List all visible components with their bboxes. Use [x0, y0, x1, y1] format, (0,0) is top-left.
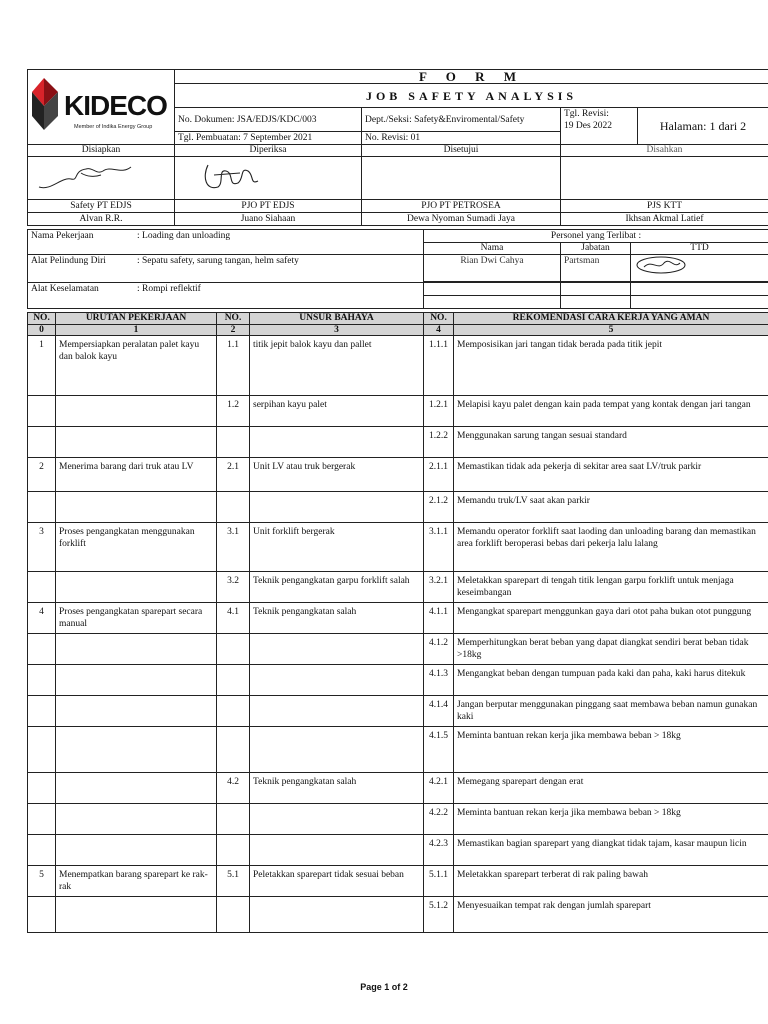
approval-checked-header: Diperiksa — [175, 145, 362, 157]
column-number: 1 — [56, 325, 217, 336]
hazard-description: Peletakkan sparepart tidak sesuai beban — [250, 866, 424, 897]
recommendation-text: Jangan berputar menggunakan pinggang saat membawa beban namun gunakan kaki — [454, 696, 768, 727]
hazard-number: 5.1 — [217, 866, 250, 897]
column-number: 2 — [217, 325, 250, 336]
hazard-number — [217, 696, 250, 727]
recommendation-text: Memastikan tidak ada pekerja di sekitar area saat LV/truk parkir — [454, 458, 768, 492]
personnel-empty-cell — [631, 296, 768, 309]
hazard-description — [250, 897, 424, 933]
job-step — [56, 396, 217, 427]
hazard-description: Teknik pengangkatan salah — [250, 773, 424, 804]
job-step — [56, 773, 217, 804]
step-number — [28, 804, 56, 835]
logo-text: KIDECO — [64, 90, 167, 121]
step-number — [28, 634, 56, 665]
approval-ratified-header: Disahkan — [561, 145, 768, 157]
hazard-description — [250, 634, 424, 665]
hazard-number: 1.2 — [217, 396, 250, 427]
name-approved: Dewa Nyoman Sumadi Jaya — [362, 213, 561, 226]
table-row — [28, 634, 768, 665]
recommendation-number: 5.1.1 — [424, 866, 454, 897]
signature-checked — [175, 157, 362, 200]
step-number — [28, 897, 56, 933]
table-row — [28, 427, 768, 458]
step-number — [28, 572, 56, 603]
column-number: 4 — [424, 325, 454, 336]
job-step — [56, 634, 217, 665]
personnel-name: Rian Dwi Cahya — [424, 255, 561, 282]
step-number — [28, 427, 56, 458]
hazard-number — [217, 835, 250, 866]
jsa-form — [27, 69, 768, 933]
step-number — [28, 696, 56, 727]
hazard-number — [217, 897, 250, 933]
hazard-description: titik jepit balok kayu dan pallet — [250, 336, 424, 396]
role-checked: PJO PT EDJS — [175, 200, 362, 213]
hazard-description — [250, 804, 424, 835]
revision-date-label: Tgl. Revisi: — [564, 109, 609, 119]
table-row — [28, 603, 768, 634]
table-row — [28, 804, 768, 835]
recommendation-number: 5.1.2 — [424, 897, 454, 933]
step-number: 1 — [28, 336, 56, 396]
jsa-table — [27, 312, 768, 933]
job-step — [56, 696, 217, 727]
recommendation-text: Memperhitungkan berat beban yang dapat diangkat sendiri berat beban tidak >18kg — [454, 634, 768, 665]
hazard-description — [250, 835, 424, 866]
job-step — [56, 492, 217, 523]
job-name-value: : Loading dan unloading — [137, 231, 231, 241]
column-number: 5 — [454, 325, 768, 336]
step-number: 2 — [28, 458, 56, 492]
hazard-description — [250, 727, 424, 773]
signature-icon — [178, 157, 358, 195]
column-header: UNSUR BAHAYA — [250, 313, 424, 325]
kideco-logo-icon — [28, 70, 175, 140]
doc-number: No. Dokumen: JSA/EDJS/KDC/003 — [175, 108, 362, 132]
recommendation-number: 4.2.3 — [424, 835, 454, 866]
personnel-position-header: Jabatan — [561, 243, 631, 255]
job-info-table — [27, 229, 768, 309]
safety-equipment-value: : Rompi reflektif — [137, 284, 201, 294]
hazard-description: Teknik pengangkatan garpu forklift salah — [250, 572, 424, 603]
job-step — [56, 804, 217, 835]
job-step — [56, 727, 217, 773]
table-row — [28, 572, 768, 603]
table-row — [28, 866, 768, 897]
revision-date-cell — [561, 108, 638, 145]
job-step — [56, 897, 217, 933]
table-row — [28, 727, 768, 773]
personnel-empty-cell — [561, 296, 631, 309]
approval-prepared-header: Disiapkan — [28, 145, 175, 157]
form-subtitle: JOB SAFETY ANALYSIS — [175, 84, 768, 108]
step-number: 5 — [28, 866, 56, 897]
recommendation-number: 4.1.5 — [424, 727, 454, 773]
hazard-description — [250, 665, 424, 696]
personnel-sign-header: TTD — [631, 243, 768, 255]
recommendation-text: Meminta bantuan rekan kerja jika membawa beban > 18kg — [454, 727, 768, 773]
recommendation-number: 4.1.4 — [424, 696, 454, 727]
approval-approved-header: Disetujui — [362, 145, 561, 157]
signature-prepared — [28, 157, 175, 200]
role-prepared: Safety PT EDJS — [28, 200, 175, 213]
recommendation-number: 1.2.1 — [424, 396, 454, 427]
approval-table — [27, 144, 768, 226]
signature-approved — [362, 157, 561, 200]
column-header: URUTAN PEKERJAAN — [56, 313, 217, 325]
table-row — [28, 897, 768, 933]
ppe-row — [28, 255, 424, 283]
job-step — [56, 427, 217, 458]
table-row — [28, 835, 768, 866]
hazard-number: 3.1 — [217, 523, 250, 572]
recommendation-text: Menggunakan sarung tangan sesuai standard — [454, 427, 768, 458]
job-step: Proses pengangkatan menggunakan forklift — [56, 523, 217, 572]
personnel-empty-cell — [631, 283, 768, 296]
page-indicator: Halaman: 1 dari 2 — [638, 108, 768, 145]
job-step — [56, 665, 217, 696]
column-header: NO. — [217, 313, 250, 325]
table-row — [28, 665, 768, 696]
table-row — [28, 492, 768, 523]
job-step — [56, 835, 217, 866]
recommendation-text: Meminta bantuan rekan kerja jika membawa beban > 18kg — [454, 804, 768, 835]
table-row — [28, 336, 768, 396]
role-ratified: PJS KTT — [561, 200, 768, 213]
job-name-label: Nama Pekerjaan — [31, 231, 94, 241]
recommendation-text: Memegang sparepart dengan erat — [454, 773, 768, 804]
recommendation-number: 4.2.1 — [424, 773, 454, 804]
recommendation-text: Meletakkan sparepart terberat di rak paling bawah — [454, 866, 768, 897]
hazard-description: serpihan kayu palet — [250, 396, 424, 427]
revision-date-value: 19 Des 2022 — [564, 121, 613, 131]
hazard-number — [217, 665, 250, 696]
step-number: 4 — [28, 603, 56, 634]
ppe-label: Alat Pelindung Diri — [31, 256, 106, 266]
table-row — [28, 773, 768, 804]
personnel-header: Personel yang Terlibat : — [424, 230, 768, 243]
safety-equipment-row — [28, 283, 424, 309]
signature-icon — [31, 157, 171, 195]
company-logo — [28, 70, 175, 145]
job-name-row — [28, 230, 424, 255]
hazard-description: Unit forklift bergerak — [250, 523, 424, 572]
hazard-number: 1.1 — [217, 336, 250, 396]
recommendation-number: 3.1.1 — [424, 523, 454, 572]
name-checked: Juano Siahaan — [175, 213, 362, 226]
step-number: 3 — [28, 523, 56, 572]
hazard-number — [217, 634, 250, 665]
safety-equipment-label: Alat Keselamatan — [31, 284, 99, 294]
hazard-description: Unit LV atau truk bergerak — [250, 458, 424, 492]
step-number — [28, 396, 56, 427]
job-step: Menempatkan barang sparepart ke rak-rak — [56, 866, 217, 897]
doc-created-date: Tgl. Pembuatan: 7 September 2021 — [175, 132, 362, 145]
column-header: NO. — [28, 313, 56, 325]
hazard-description — [250, 696, 424, 727]
hazard-number — [217, 492, 250, 523]
recommendation-text: Mengangkat sparepart menggunkan gaya dari otot paha bukan otot punggung — [454, 603, 768, 634]
recommendation-text: Mengangkat beban dengan tumpuan pada kaki dan paha, kaki harus ditekuk — [454, 665, 768, 696]
recommendation-text: Melapisi kayu palet dengan kain pada tempat yang kontak dengan jari tangan — [454, 396, 768, 427]
table-row — [28, 458, 768, 492]
recommendation-number: 1.2.2 — [424, 427, 454, 458]
table-row — [28, 523, 768, 572]
name-ratified: Ikhsan Akmal Latief — [561, 213, 768, 226]
hazard-number: 3.2 — [217, 572, 250, 603]
recommendation-number: 4.2.2 — [424, 804, 454, 835]
personnel-empty-cell — [424, 296, 561, 309]
job-step: Proses pengangkatan sparepart secara manual — [56, 603, 217, 634]
job-step — [56, 572, 217, 603]
hazard-number: 4.2 — [217, 773, 250, 804]
logo-sub: Member of Indika Energy Group — [74, 124, 153, 130]
column-number: 3 — [250, 325, 424, 336]
table-row — [28, 696, 768, 727]
personnel-empty-cell — [561, 283, 631, 296]
hazard-description — [250, 427, 424, 458]
step-number — [28, 773, 56, 804]
recommendation-text: Memastikan bagian sparepart yang diangkat tidak tajam, kasar maupun licin — [454, 835, 768, 866]
step-number — [28, 835, 56, 866]
recommendation-text: Menyesuaikan tempat rak dengan jumlah sparepart — [454, 897, 768, 933]
hazard-number — [217, 427, 250, 458]
personnel-name-header: Nama — [424, 243, 561, 255]
recommendation-number: 1.1.1 — [424, 336, 454, 396]
personnel-signature — [631, 255, 768, 282]
hazard-number: 4.1 — [217, 603, 250, 634]
hazard-description — [250, 492, 424, 523]
ppe-value: : Sepatu safety, sarung tangan, helm safety — [137, 256, 299, 266]
doc-revision-number: No. Revisi: 01 — [362, 132, 561, 145]
signature-ratified — [561, 157, 768, 200]
hazard-description: Teknik pengangkatan salah — [250, 603, 424, 634]
column-header: NO. — [424, 313, 454, 325]
personnel-empty-cell — [424, 283, 561, 296]
column-number: 0 — [28, 325, 56, 336]
job-step: Mempersiapkan peralatan palet kayu dan balok kayu — [56, 336, 217, 396]
hazard-number — [217, 727, 250, 773]
header-table — [27, 69, 768, 145]
recommendation-number: 4.1.3 — [424, 665, 454, 696]
recommendation-number: 3.2.1 — [424, 572, 454, 603]
name-prepared: Alvan R.R. — [28, 213, 175, 226]
recommendation-text: Memandu truk/LV saat akan parkir — [454, 492, 768, 523]
recommendation-text: Meletakkan sparepart di tengah titik lengan garpu forklift untuk menjaga keseimbangan — [454, 572, 768, 603]
doc-dept: Dept./Seksi: Safety&Enviromental/Safety — [362, 108, 561, 132]
recommendation-text: Memandu operator forklift saat laoding dan unloading barang dan memastikan area forklift beroperasi bebas dari pekerja lalu lalang — [454, 523, 768, 572]
recommendation-number: 2.1.2 — [424, 492, 454, 523]
step-number — [28, 665, 56, 696]
recommendation-number: 4.1.1 — [424, 603, 454, 634]
job-step: Menerima barang dari truk atau LV — [56, 458, 217, 492]
personnel-position: Partsman — [561, 255, 631, 282]
recommendation-text: Memposisikan jari tangan tidak berada pada titik jepit — [454, 336, 768, 396]
table-row — [28, 396, 768, 427]
hazard-number — [217, 804, 250, 835]
step-number — [28, 492, 56, 523]
hazard-number: 2.1 — [217, 458, 250, 492]
role-approved: PJO PT PETROSEA — [362, 200, 561, 213]
page-footer: Page 1 of 2 — [360, 982, 408, 992]
step-number — [28, 727, 56, 773]
signature-icon — [634, 255, 764, 277]
recommendation-number: 4.1.2 — [424, 634, 454, 665]
recommendation-number: 2.1.1 — [424, 458, 454, 492]
form-title: F O R M — [175, 70, 768, 84]
column-header: REKOMENDASI CARA KERJA YANG AMAN — [454, 313, 768, 325]
